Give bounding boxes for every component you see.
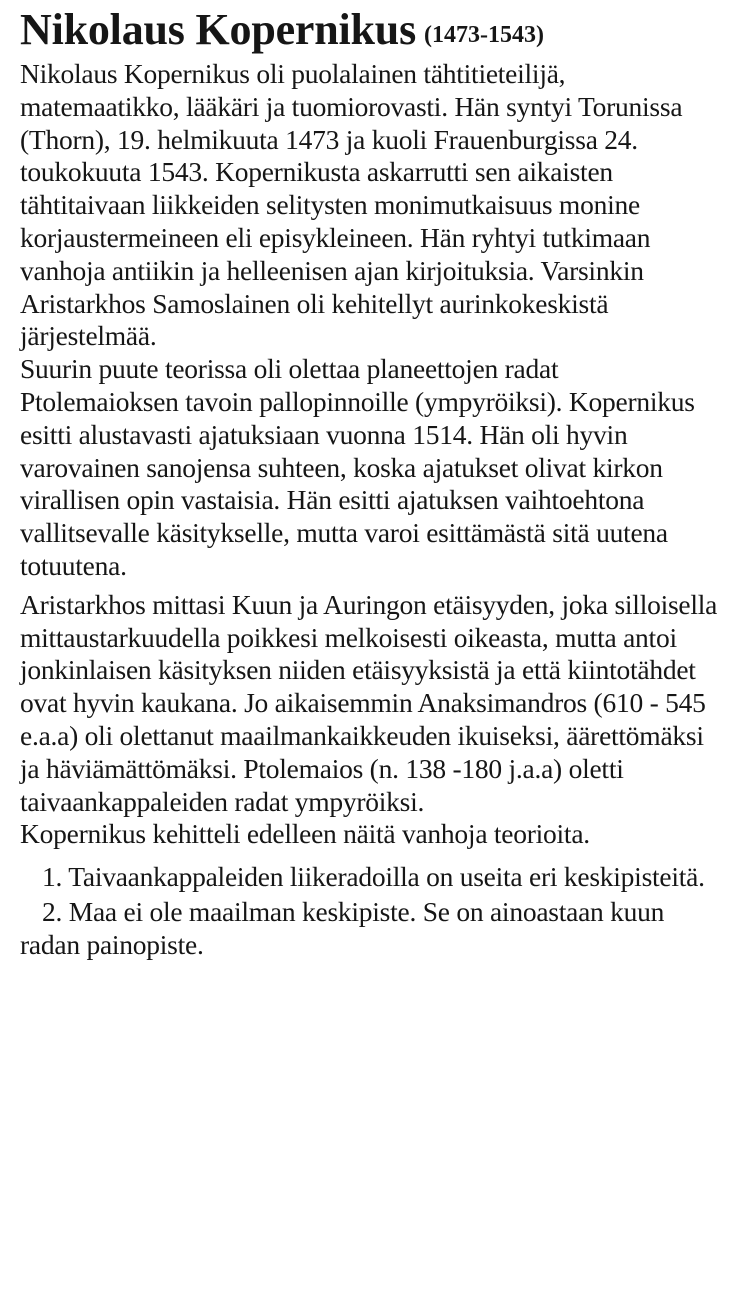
article-heading	[20, 5, 719, 54]
heading-name: Nikolaus Kopernikus	[20, 5, 417, 54]
list-item-1: 1. Taivaankappaleiden liikeradoilla on useita eri keskipisteitä.	[42, 861, 705, 893]
paragraph-intro: Nikolaus Kopernikus oli puolalainen tähtitieteilijä, matemaatikko, lääkäri ja tuomiorovasti. Hän syntyi Torunissa (Thorn), 19. helmikuuta 1473 ja kuoli Frauenburgissa 24. toukokuuta 1543. Kopernikusta askarrutti sen aikaisten tähtitaivaan liikkeiden selitysten monimutkaisuus monine korjaustermeineen eli episykleineen. Hän ryhtyi tutkimaan vanhoja antiikin ja helleenisen ajan kirjoituksia. Varsinkin Aristarkhos Samoslainen oli kehitellyt aurinkokeskistä järjestelmää.	[20, 58, 683, 352]
article-body	[20, 58, 719, 962]
paragraph-theory: Suurin puute teorissa oli olettaa planeettojen radat Ptolemaioksen tavoin pallopinnoille (ympyröiksi). Kopernikus esitti alustavasti ajatuksiaan vuonna 1514. Hän oli hyvin varovainen sanojensa suhteen, koska ajatukset olivat kirkon virallisen opin vastaisia. Hän esitti ajatuksen vaihtoehtona vallitsevalle käsitykselle, mutta varoi esittämästä sitä uutena totuutena.	[20, 353, 695, 581]
list-item-2: 2. Maa ei ole maailman keskipiste. Se on ainoastaan kuun radan painopiste.	[20, 895, 665, 960]
paragraph-development: Kopernikus kehitteli edelleen näitä vanhoja teorioita.	[20, 818, 590, 850]
heading-years: (1473-1543)	[424, 22, 544, 48]
paragraph-aristarkhos: Aristarkhos mittasi Kuun ja Auringon etäisyyden, joka silloisella mittaustarkuudella poikkesi melkoisesti oikeasta, mutta antoi jonkinlaisen käsityksen niiden etäisyyksistä ja että kiintotähdet ovat hyvin kaukana. Jo aikaisemmin Anaksimandros (610 - 545 e.a.a) oli olettanut maailmankaikkeuden ikuiseksi, äärettömäksi ja häviämättömäksi. Ptolemaios (n. 138 -180 j.a.a) oletti taivaankappaleiden radat ympyröiksi.	[20, 588, 718, 817]
